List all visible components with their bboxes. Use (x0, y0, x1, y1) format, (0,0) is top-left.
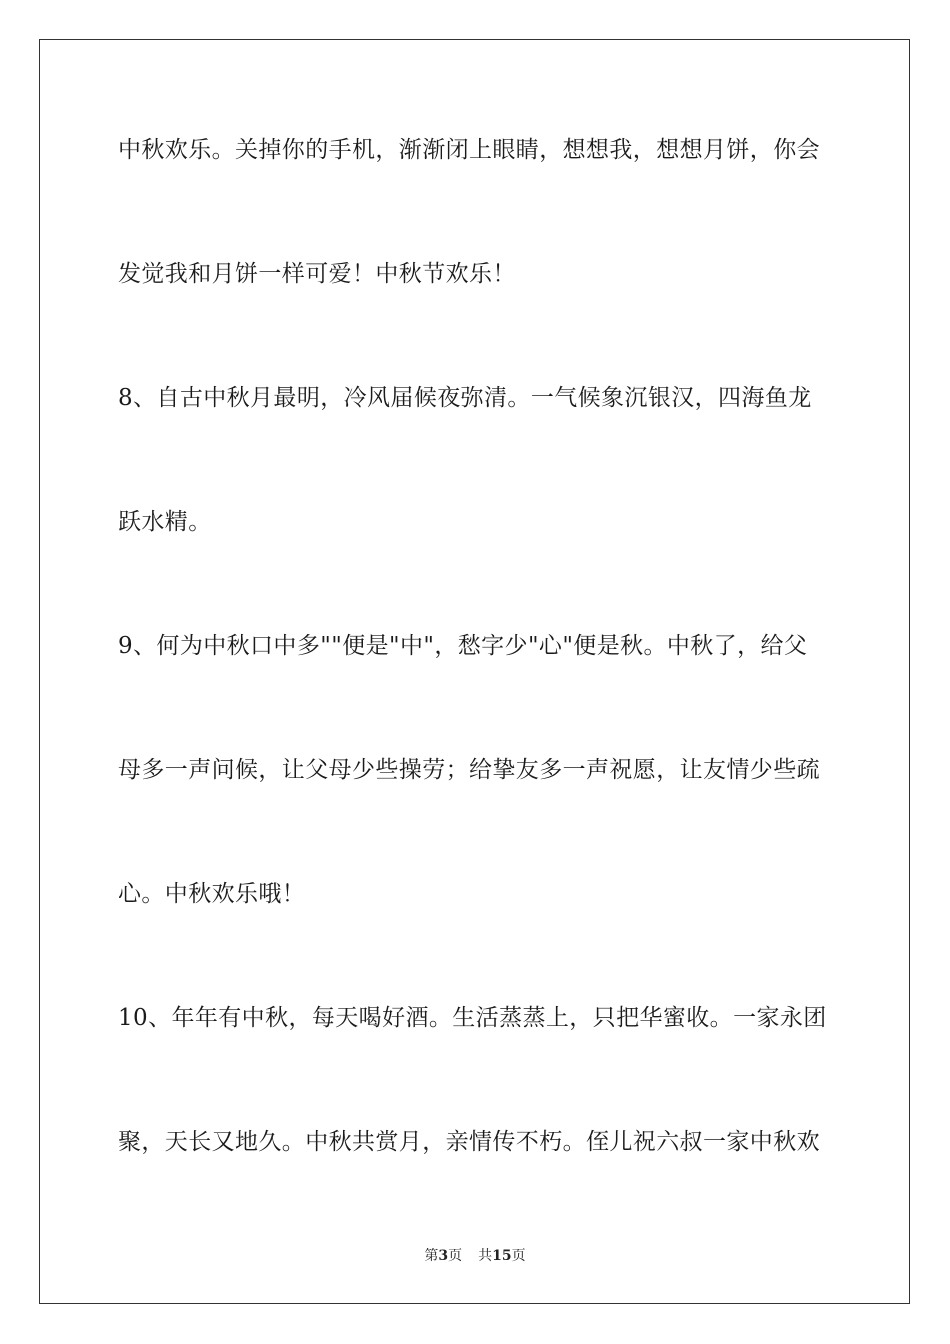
total-suffix: 页 (511, 1248, 526, 1264)
text-line-7: 心。中秋欢乐哦！ (118, 881, 306, 907)
page-border (39, 39, 910, 1304)
text-line-6: 母多一声问候，让父母少些操劳；给挚友多一声祝愿，让友情少些疏 (118, 757, 820, 783)
page-number: 3 (438, 1248, 449, 1264)
text-line-4: 跃水精。 (118, 509, 212, 535)
total-pages: 15 (492, 1248, 512, 1264)
text-line-1: 中秋欢乐。关掉你的手机，渐渐闭上眼睛，想想我，想想月饼，你会 (118, 137, 820, 163)
page-footer (0, 1246, 950, 1266)
page-prefix: 第 (424, 1248, 439, 1264)
text-line-8: 10、年年有中秋，每天喝好酒。生活蒸蒸上，只把华蜜收。一家永团 (118, 1005, 827, 1031)
page-suffix: 页 (448, 1248, 463, 1264)
total-prefix: 共 (478, 1248, 493, 1264)
text-line-2: 发觉我和月饼一样可爱！中秋节欢乐！ (118, 261, 516, 287)
text-line-9: 聚，天长又地久。中秋共赏月，亲情传不朽。侄儿祝六叔一家中秋欢 (118, 1129, 820, 1155)
text-line-3: 8、自古中秋月最明，冷风届候夜弥清。一气候象沉银汉，四海鱼龙 (118, 385, 812, 411)
text-line-5: 9、何为中秋口中多""便是"中"，愁字少"心"便是秋。中秋了，给父 (118, 633, 808, 659)
